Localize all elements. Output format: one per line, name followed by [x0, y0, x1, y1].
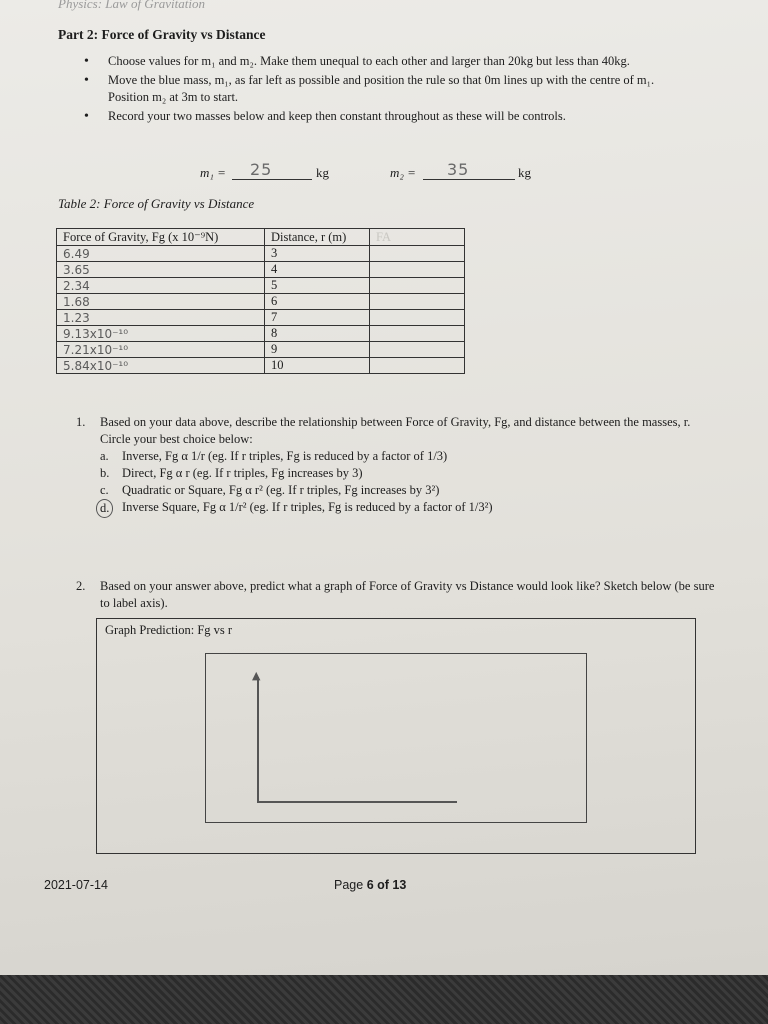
force-cell[interactable]: 2.34 — [57, 278, 265, 294]
table-row — [57, 310, 465, 326]
distance-cell: 9 — [265, 342, 370, 358]
force-cell[interactable]: 7.21x10⁻¹⁰ — [57, 342, 265, 358]
m1-unit: kg — [316, 165, 329, 180]
header-distance: Distance, r (m) — [265, 229, 370, 246]
instructions-list — [84, 53, 684, 127]
force-cell[interactable]: 1.23 — [57, 310, 265, 326]
sketch-x-axis — [257, 801, 457, 803]
distance-cell: 3 — [265, 246, 370, 262]
sketch-area[interactable] — [205, 653, 587, 823]
footer-date: 2021-07-14 — [44, 878, 108, 892]
question-1-text: Based on your data above, describe the relationship between Force of Gravity, Fg, and distance between the masses, r. Circle your best choice below: — [100, 415, 691, 446]
distance-cell: 5 — [265, 278, 370, 294]
page-prefix: Page — [334, 878, 364, 892]
distance-cell: 10 — [265, 358, 370, 374]
page-current: 6 — [366, 878, 374, 892]
choice-text: Direct, Fg α r (eg. If r triples, Fg increases by 3) — [122, 466, 363, 480]
m2-unit: kg — [518, 165, 531, 180]
page-number — [334, 878, 406, 892]
table-row — [57, 358, 465, 374]
page-total: 13 — [392, 878, 407, 892]
instruction-item: • Move the blue mass, m₁, as far left as possible and position the rule so that 0m lines up with the centre of m₁. Position m₂ at 3m to start. — [84, 72, 684, 106]
graph-prediction-box[interactable] — [96, 618, 696, 854]
question-1 — [76, 414, 716, 516]
question-2-text: Based on your answer above, predict what a graph of Force of Gravity vs Distance would look like? Sketch below (be sure to label axis). — [100, 579, 715, 610]
force-cell[interactable]: 3.65 — [57, 262, 265, 278]
force-cell[interactable]: 9.13x10⁻¹⁰ — [57, 326, 265, 342]
extra-cell[interactable] — [370, 262, 465, 278]
instruction-item: • Record your two masses below and keep then constant throughout as these will be controls. — [84, 108, 684, 125]
arrow-up-icon: ▲ — [252, 669, 261, 682]
part-title: Part 2: Force of Gravity vs Distance — [58, 27, 266, 42]
graph-prediction-label: Graph Prediction: Fg vs r — [105, 623, 233, 637]
data-table — [56, 228, 465, 374]
question-1-number: 1. — [76, 415, 86, 429]
table-row — [57, 342, 465, 358]
table-row — [57, 262, 465, 278]
extra-cell[interactable] — [370, 358, 465, 374]
choice-c[interactable] — [100, 482, 716, 499]
extra-cell[interactable] — [370, 326, 465, 342]
choice-a[interactable] — [100, 448, 716, 465]
choice-text: Quadratic or Square, Fg α r² (eg. If r triples, Fg increases by 3²) — [122, 483, 440, 497]
m1-value: 25 — [250, 160, 273, 179]
choice-letter: b. — [100, 466, 110, 480]
choice-text: Inverse, Fg α 1/r (eg. If r triples, Fg is reduced by a factor of 1/3) — [122, 449, 448, 463]
extra-cell[interactable] — [370, 294, 465, 310]
force-cell[interactable]: 1.68 — [57, 294, 265, 310]
m1-field[interactable] — [232, 160, 312, 180]
header-extra: FA — [370, 229, 465, 246]
table-row — [57, 246, 465, 262]
background-carpet — [0, 975, 768, 1024]
table-row — [57, 326, 465, 342]
distance-cell: 6 — [265, 294, 370, 310]
page-of: of — [377, 878, 389, 892]
question-2 — [76, 578, 716, 612]
question-2-number: 2. — [76, 579, 86, 593]
force-cell[interactable]: 5.84x10⁻¹⁰ — [57, 358, 265, 374]
sketch-y-axis — [257, 677, 259, 802]
extra-cell[interactable] — [370, 278, 465, 294]
extra-cell[interactable] — [370, 246, 465, 262]
extra-cell[interactable] — [370, 310, 465, 326]
distance-cell: 4 — [265, 262, 370, 278]
choice-b[interactable] — [100, 465, 716, 482]
choice-text: Inverse Square, Fg α 1/r² (eg. If r triples, Fg is reduced by a factor of 1/3²) — [122, 500, 493, 514]
choice-letter: a. — [100, 449, 109, 463]
choice-letter: c. — [100, 483, 109, 497]
m2-field[interactable] — [423, 160, 515, 180]
course-header: Physics: Law of Gravitation — [58, 0, 205, 11]
m2-value: 35 — [447, 160, 470, 179]
instruction-item: • Choose values for m₁ and m₂. Make them unequal to each other and larger than 20kg but less than 40kg. — [84, 53, 684, 70]
table-row — [57, 294, 465, 310]
header-force: Force of Gravity, Fg (x 10⁻⁹N) — [57, 229, 265, 246]
choice-letter-circled: d. — [96, 499, 113, 518]
distance-cell: 8 — [265, 326, 370, 342]
force-cell[interactable]: 6.49 — [57, 246, 265, 262]
table-row — [57, 278, 465, 294]
m1-label: m₁ = — [200, 165, 226, 180]
choice-d-selected[interactable] — [100, 499, 716, 516]
extra-cell[interactable] — [370, 342, 465, 358]
m2-label: m₂ = — [390, 165, 416, 180]
table-header-row — [57, 229, 465, 246]
distance-cell: 7 — [265, 310, 370, 326]
table-caption: Table 2: Force of Gravity vs Distance — [58, 196, 255, 211]
